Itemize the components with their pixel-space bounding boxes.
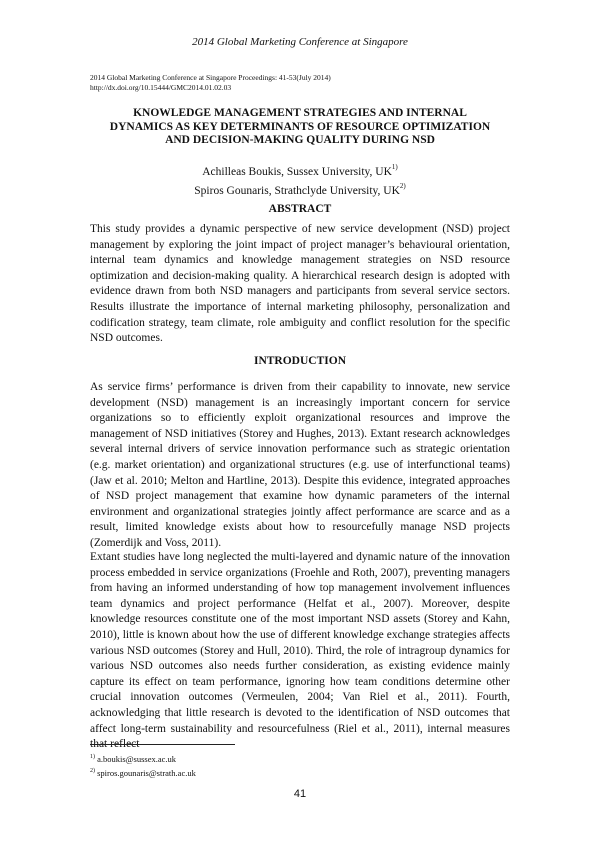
page-number: 41 — [293, 788, 307, 800]
paper-page — [90, 0, 510, 848]
author-1-mark: 1) — [391, 163, 398, 171]
proceedings-citation: 2014 Global Marketing Conference at Singapore Proceedings: 41-53(July 2014) — [90, 73, 331, 82]
footnote-1-mark: 1) — [90, 754, 95, 760]
introduction-paragraph-2: Extant studies have long neglected the multi-layered and dynamic nature of the innovation process embedded in service organizations (Froehle and Roth, 2007), preventing managers from having an informed understanding of how top management involvement influences team dynamics and project performance (Helfat et al., 2007). Moreover, despite knowledge resources constitute one of the most important NSD assets (Storey and Kahn, 2010), little is known about how the use of different knowledge exchange strategies affects various NSD outcomes (Storey and Hull, 2010). Third, the role of intragroup dynamics for various NSD outcomes also needs further consideration, as existing evidence mainly capture its effect on team performance, ignoring how team conditions determine other crucial innovation outcomes (Vermeulen, 2004; Van Riel et al., 2011). Fourth, acknowledging that little research is devoted to the identification of NSD outcomes that affect long-term sustainability and resourcefulness (Riel et al., 2011), internal measures that reflect — [90, 551, 510, 751]
proceedings-info — [90, 73, 510, 93]
author-2-name: Spiros Gounaris, Strathclyde University, UK — [194, 184, 400, 197]
abstract-heading: ABSTRACT — [268, 203, 332, 215]
title-line-2: DYNAMICS AS KEY DETERMINANTS OF RESOURCE OPTIMIZATION — [109, 120, 491, 133]
author-2 — [90, 180, 510, 199]
author-1-name: Achilleas Boukis, Sussex University, UK — [202, 165, 392, 178]
title-line-1: KNOWLEDGE MANAGEMENT STRATEGIES AND INTERNAL — [133, 107, 467, 119]
doi-link[interactable]: http://dx.doi.org/10.15444/GMC2014.01.02.03 — [90, 83, 232, 92]
footnote-1 — [90, 751, 510, 765]
introduction-paragraph-1: As service firms’ performance is driven from their capability to innovate, new service development (NSD) management is an increasingly important concern for service organizations so to efficiently exploit organizational resources and improve the management of NSD initiatives (Storey and Hughes, 2013). Extant research acknowledges several internal drivers of service innovation performance such as strategic orientation (e.g. market orientation) and organizational structures (e.g. use of interfunctional teams) (Jaw et al. 2010; Melton and Hartline, 2013). Despite this evidence, integrated approaches of NSD project management that examine how dynamic parameters of the internal environment and organizational strategies jointly affect performance are scarce and as a result, limited knowledge exists about how to resourcefully manage NSD projects (Zomerdijk and Voss, 2011). — [90, 381, 510, 549]
author-1 — [90, 161, 510, 180]
running-header: 2014 Global Marketing Conference at Singapore — [192, 36, 408, 48]
footnotes — [90, 751, 510, 779]
footnote-2-email[interactable]: spiros.gounaris@strath.ac.uk — [95, 767, 196, 778]
footnote-2-mark: 2) — [90, 767, 95, 774]
abstract-body: This study provides a dynamic perspective of new service development (NSD) project management by exploring the joint impact of project manager’s behavioural orientation, internal team dynamics and knowledge management strategies on NSD resource optimization and decision-making quality. A hierarchical research design is adopted with evidence drawn from both NSD managers and participants from several service sectors. Results illustrate the importance of internal marketing philosophy, personalization and codification strategy, team climate, role ambiguity and conflict resolution for the specific NSD outcomes. — [90, 223, 510, 345]
author-list — [90, 161, 510, 199]
introduction-heading: INTRODUCTION — [253, 355, 346, 367]
author-2-mark: 2) — [399, 181, 406, 190]
paper-title — [90, 107, 510, 148]
footnote-divider — [90, 744, 235, 745]
footnote-1-email[interactable]: a.boukis@sussex.ac.uk — [95, 753, 177, 764]
title-line-3: AND DECISION-MAKING QUALITY DURING NSD — [165, 134, 435, 146]
footnote-2 — [90, 765, 510, 779]
